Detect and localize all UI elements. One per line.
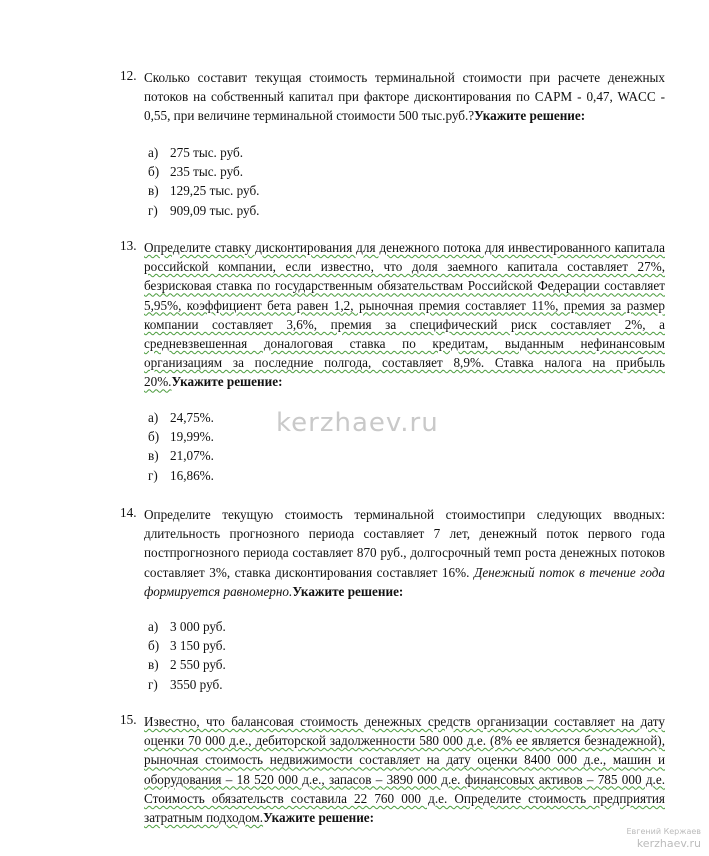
answer-option[interactable]: б) 19,99%. [148, 429, 214, 445]
corner-watermark [627, 826, 702, 850]
instruction-italic: Денежный поток в течение года формируется равномерно. [144, 564, 666, 599]
watermark: kerzhaev.ru [276, 408, 439, 438]
question-number: 12. [120, 68, 137, 83]
answer-option[interactable]: г) 909,09 тыс. руб. [148, 202, 260, 218]
question-number: 13. [120, 238, 137, 253]
answer-option[interactable]: б) 3 150 руб. [148, 638, 226, 654]
answer-options-12 [148, 143, 259, 220]
corner-site: kerzhaev.ru [636, 837, 701, 850]
question-13 [120, 238, 665, 392]
answer-option[interactable]: в) 129,25 тыс. руб. [148, 183, 260, 199]
answer-option[interactable]: а) 275 тыс. руб. [148, 145, 243, 160]
instruction-bold: Укажите решение: [263, 810, 375, 826]
answer-option[interactable]: а) 3 000 руб. [148, 619, 226, 634]
question-number: 15. [120, 712, 137, 727]
answer-options-13 [148, 408, 214, 485]
instruction-bold: Укажите решение: [474, 108, 586, 124]
question-number: 14. [120, 505, 137, 520]
question-text: Определите ставку дисконтирования для денежного потока для инвестированного капитала российской компании, если известно, что доля заемного капитала составляет 27%, безрисковая ставка по государственным обязательствам Российской Федерации составляет 5,95%, коэффициент бета равен 1,2, рыночная премия составляет 11%, премия за размер компании составляет 3,6%, премия за специфический риск составляет 2%, а средневзвешенная доналоговая ставка по кредитам, выданным нефинансовым организациям за последние полгода, составляет 8,9%. Ставка налога на прибыль 20%.Укажите решение: [144, 240, 665, 390]
question-text: Сколько составит текущая стоимость терминальной стоимости при расчете денежных потоков на собственный капитал при факторе дисконтирования по CAPM - 0,47, WACC - 0,55, при величине терминальной стоимости 500 тыс.руб.?Укажите решение: [144, 70, 665, 124]
answer-option[interactable]: г) 3550 руб. [148, 676, 223, 692]
answer-option[interactable]: в) 2 550 руб. [148, 657, 226, 673]
question-text: Известно, что балансовая стоимость денежных средств организации составляет на дату оценки 70 000 д.е., дебиторской задолженности 580 000 д.е. (8% ее является безнадежной), рыночная стоимость недвижимости составляет на дату оценки 8400 000 д.е., машин и оборудования – 18 520 000 д.е., запасов – 3890 000 д.е. финансовых активов – 785 000 д.е. Стоимость обязательств составила 22 760 000 д.е. Определите стоимость предприятия затратным подходом.Укажите решение: [144, 714, 665, 826]
answer-option[interactable]: б) 235 тыс. руб. [148, 164, 243, 180]
question-text: Определите текущую стоимость терминальной стоимостипри следующих вводных: длительность прогнозного периода составляет 7 лет, денежный поток первого года постпрогнозного периода составляет 870 руб., долгосрочный темп роста денежных потоков составляет 3%, ставка дисконтирования составляет 16%. Денежный поток в течение года формируется равномерно.Укажите решение: [144, 507, 666, 599]
answer-option[interactable]: а) 24,75%. [148, 410, 214, 425]
answer-options-14 [148, 617, 226, 694]
question-12 [120, 68, 665, 126]
answer-option[interactable]: г) 16,86%. [148, 467, 214, 483]
answer-option[interactable]: в) 21,07%. [148, 448, 214, 464]
question-14 [120, 505, 665, 601]
question-15 [120, 712, 665, 827]
instruction-bold: Укажите решение: [171, 374, 283, 390]
corner-author: Евгений Кержаев [626, 827, 701, 836]
instruction-bold: Укажите решение: [292, 583, 404, 599]
